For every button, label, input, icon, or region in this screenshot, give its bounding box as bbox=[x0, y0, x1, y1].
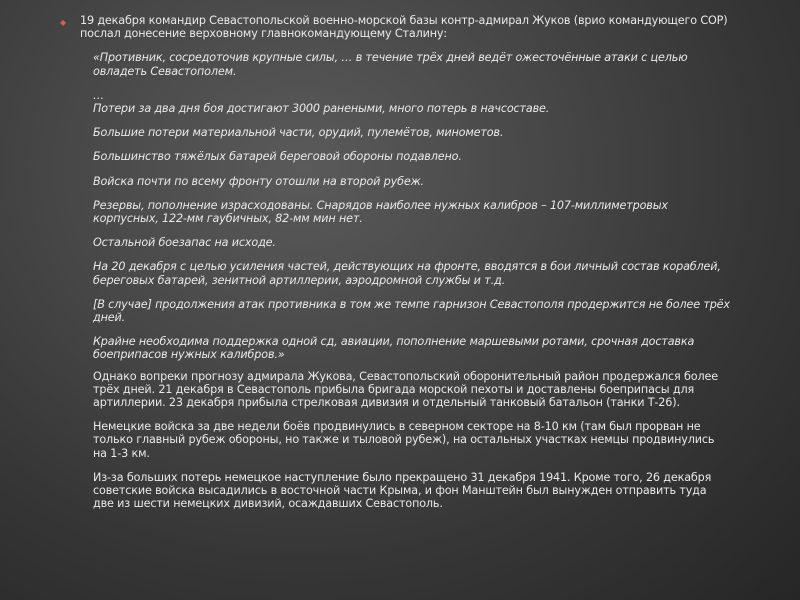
quote-paragraph: Остальной боезапас на исходе. bbox=[93, 236, 276, 250]
quote-paragraph: Резервы, пополнение израсходованы. Снарядов наиболее нужных калибров – 107-миллиметровых корпусных, 122-мм гаубичных, 82-мм мин нет. bbox=[93, 198, 672, 226]
body-paragraph: Немецкие войска за две недели боёв продвинулись в северном секторе на 8-10 км (там был прорван не только главный рубеж обороны, но также и тыловой рубеж), на остальных участках немцы продвинулись на 1-3 км. bbox=[93, 420, 718, 460]
diamond-bullet-icon: ◆ bbox=[60, 18, 67, 27]
quote-paragraph: Большинство тяжёлых батарей береговой обороны подавлено. bbox=[93, 150, 462, 164]
body-paragraph: Однако вопреки прогнозу адмирала Жукова, Севастопольский оборонительный район продержался более трёх дней. 21 декабря в Севастополь прибыла бригада морской пехоты и доставлены боеприпасы для артиллерии. 23 декабря прибыла стрелковая дивизия и отдельный танковый батальон (танки Т-26). bbox=[93, 369, 722, 410]
quote-paragraph: Большие потери материальной части, орудий, пулемётов, минометов. bbox=[93, 126, 504, 140]
quote-ellipsis: … bbox=[93, 88, 105, 102]
quote-paragraph: [В случае] продолжения атак противника в том же темпе гарнизон Севастополя продержится не более трёх дней. bbox=[93, 297, 734, 325]
quote-paragraph: Войска почти по всему фронту отошли на второй рубеж. bbox=[93, 174, 424, 188]
quote-paragraph: На 20 декабря с целью усиления частей, действующих на фронте, вводятся в бои личный состав кораблей, береговых батарей, зенитной артиллерии, аэродромной службы и т.д. bbox=[93, 260, 725, 287]
quote-paragraph: Потери за два дня боя достигают 3000 ранеными, много потерь в начсоставе. bbox=[93, 102, 550, 116]
quote-paragraph: Крайне необходима поддержка одной сд, авиации, пополнение маршевыми ротами, срочная доставка боеприпасов нужных калибров.» bbox=[93, 335, 698, 362]
intro-paragraph: 19 декабря командир Севастопольской военно-морской базы контр-адмирал Жуков (врио командующего СОР) послал донесение верховному главнокомандующему Сталину: bbox=[80, 14, 731, 41]
slide-body-text bbox=[80, 14, 734, 521]
body-paragraph: Из-за больших потерь немецкое наступление было прекращено 31 декабря 1941. Кроме того, 26 декабря советские войска высадились в восточной части Крыма, и фон Манштейн был вынужден отправить туда две из шести немецких дивизий, осаждавших Севастополь. bbox=[93, 470, 715, 511]
quote-paragraph: «Противник, сосредоточив крупные силы, … в течение трёх дней ведёт ожесточённые атаки с целью овладеть Севастополем. bbox=[93, 51, 691, 78]
